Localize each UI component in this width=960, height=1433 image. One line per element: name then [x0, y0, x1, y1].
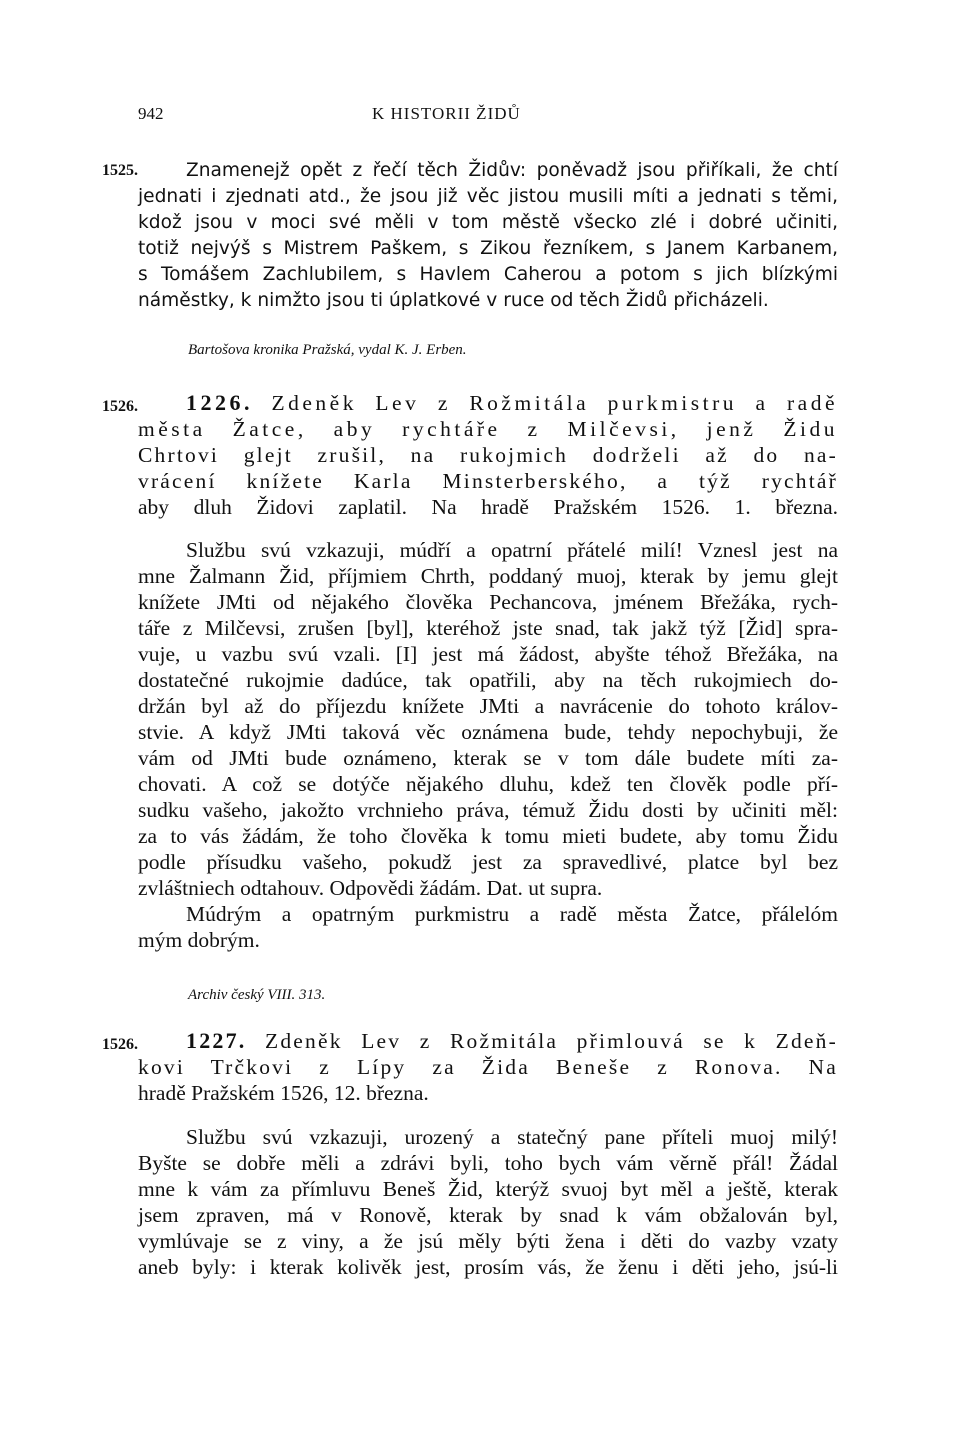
entry-1525-line: totiž nejvýš s Mistrem Paškem, s Zikou řezníkem, s Janem Karbanem, — [138, 238, 838, 259]
page-number: 942 — [138, 104, 164, 123]
entry-1226-body-line: mne Žalmann Žid, příjmiem Chrth, poddaný muoj, kterak by jemu glejt — [138, 564, 838, 588]
entry-1525-line: kdož jsou v moci své měli v tom městě všecko zlé i dobré učiniti, — [138, 212, 838, 233]
entry-1227-body-line: jsem zpraven, má v Ronově, kterak by snad k vám obžalován byl, — [138, 1203, 838, 1227]
entry-1226-body-line: sudku vašeho, jakožto vrchnieho práva, témuž Židu dosti by učiniti měl: — [138, 798, 838, 822]
entry-1227-body-line: vymlúvaje se z viny, a že jsú měly býti žena i děti do vazby vzaty — [138, 1229, 838, 1253]
entry-1227-body-line: mne k vám za přímluvu Beneš Žid, kterýž svuoj byt měl a ještě, kterak — [138, 1177, 838, 1201]
entry-1227-body-line: aneb byly: i kterak kolivěk jest, prosím vás, že ženu i děti jeho, jsú-li — [138, 1255, 838, 1279]
entry-1227-heading-line: hradě Pražském 1526, 12. března. — [138, 1081, 429, 1105]
entry-1226-body-line: podle přísudku vašeho, pokudž jest za spravedlivé, platce byl bez — [138, 850, 838, 874]
heading-text: Zdeněk Lev z Rožmitála přimlouvá se k Zdeň- — [265, 1029, 838, 1053]
entry-1226-body-line: dostatečné rukojmie dadúce, tak opatřili, aby na těch rukojmiech do- — [138, 668, 838, 692]
entry-1525-line: jednati i zjednati atd., že jsou již věc jistou musili míti a jednati s těmi, — [138, 186, 838, 207]
entry-1525-text — [138, 158, 838, 314]
entry-1226-body-line: za to vás žádám, že toho člověka k tomu mieti budete, aby tomu Židu — [138, 824, 838, 848]
entry-1226-heading-line: vrácení knížete Karla Minsterberského, a týž rychtář — [138, 469, 838, 493]
running-title: K HISTORII ŽIDŮ — [372, 104, 521, 123]
entry-1226-body-line: zvláštniech odtahouv. Odpovědi žádám. Dat. ut supra. — [138, 876, 603, 900]
margin-year-1526b: 1526. — [102, 1036, 138, 1053]
entry-1226-body-line: vuje, u vazbu svú vzali. [I] jest má žádost, abyšte téhož Břežáka, na — [138, 642, 838, 666]
entry-1226-heading-line: města Žatce, aby rychtáře z Milčevsi, jenž Židu — [138, 417, 838, 441]
citation-archiv-cesky: Archiv český VIII. 313. — [188, 987, 326, 1003]
entry-1226-body — [138, 537, 838, 953]
entry-1525-line: náměstky, k nimžto jsou ti úplatkové v ruce od těch Židů přicházeli. — [138, 290, 769, 311]
entry-1227-heading-line: kovi Trčkovi z Lípy za Žida Beneše z Ronova. Na — [138, 1055, 838, 1079]
entry-1227-heading — [138, 1028, 838, 1106]
entry-1227-body-line: Službu svú vzkazuji, urozený a statečný pane příteli muoj milý! — [186, 1125, 838, 1149]
entry-1227-heading-line — [138, 1028, 838, 1054]
entry-1226-body-line: stvie. A když JMti taková věc oznámena bude, tehdy nepochybuji, že — [138, 720, 838, 744]
entry-1226-heading-line: aby dluh Židovi zaplatil. Na hradě Pražském 1526. 1. března. — [138, 495, 838, 519]
entry-1226-body-line: vám od JMti bude oznámeno, kterak se v tom dále budete míti za- — [138, 746, 838, 770]
entry-1227-body-line: Byšte se dobře měli a zdrávi byli, toho bych vám věrně přál! Žádal — [138, 1151, 838, 1175]
entry-number-1226: 1226. — [186, 390, 253, 415]
entry-1525-line: s Tomášem Zachlubilem, s Havlem Caherou a potom s jich blízkými — [138, 264, 838, 285]
page-header — [138, 104, 838, 134]
margin-year-1525: 1525. — [102, 162, 138, 179]
entry-1227-body — [138, 1124, 838, 1280]
entry-1525-line: Znamenejž opět z řečí těch Židův: poněvadž jsou přiříkali, že chtí — [186, 160, 838, 181]
entry-1226-heading — [138, 390, 838, 520]
entry-1226-heading-line — [138, 390, 838, 416]
entry-1226-body-line: knížete JMti od nějakého člověka Pechancova, jménem Břežáka, rych- — [138, 590, 838, 614]
entry-number-1227: 1227. — [186, 1028, 247, 1053]
entry-1226-body-line: mým dobrým. — [138, 928, 260, 952]
entry-1226-heading-line: Chrtovi glejt zrušil, na rukojmich dodrželi až do na- — [138, 443, 838, 467]
entry-1226-body-line: táře z Milčevsi, zrušen [byl], kteréhož jste snad, tak jakž týž [Žid] spra- — [138, 616, 838, 640]
heading-text: Zdeněk Lev z Rožmitála purkmistru a radě — [271, 391, 839, 415]
entry-1226-body-line: držán byl až do příjezdu knížete JMti a navrácenie do tohoto králov- — [138, 694, 838, 718]
citation-bartosova: Bartošova kronika Pražská, vydal K. J. Erben. — [188, 342, 467, 358]
margin-year-1526a: 1526. — [102, 398, 138, 415]
entry-1226-body-line: Službu svú vzkazuji, múdří a opatrní přátelé milí! Vznesl jest na — [186, 538, 838, 562]
entry-1226-body-line: chovati. A což se dotýče nějakého dluhu, kdež ten člověk podle pří- — [138, 772, 838, 796]
entry-1226-body-line: Múdrým a opatrným purkmistru a radě města Žatce, přálelóm — [186, 902, 838, 926]
